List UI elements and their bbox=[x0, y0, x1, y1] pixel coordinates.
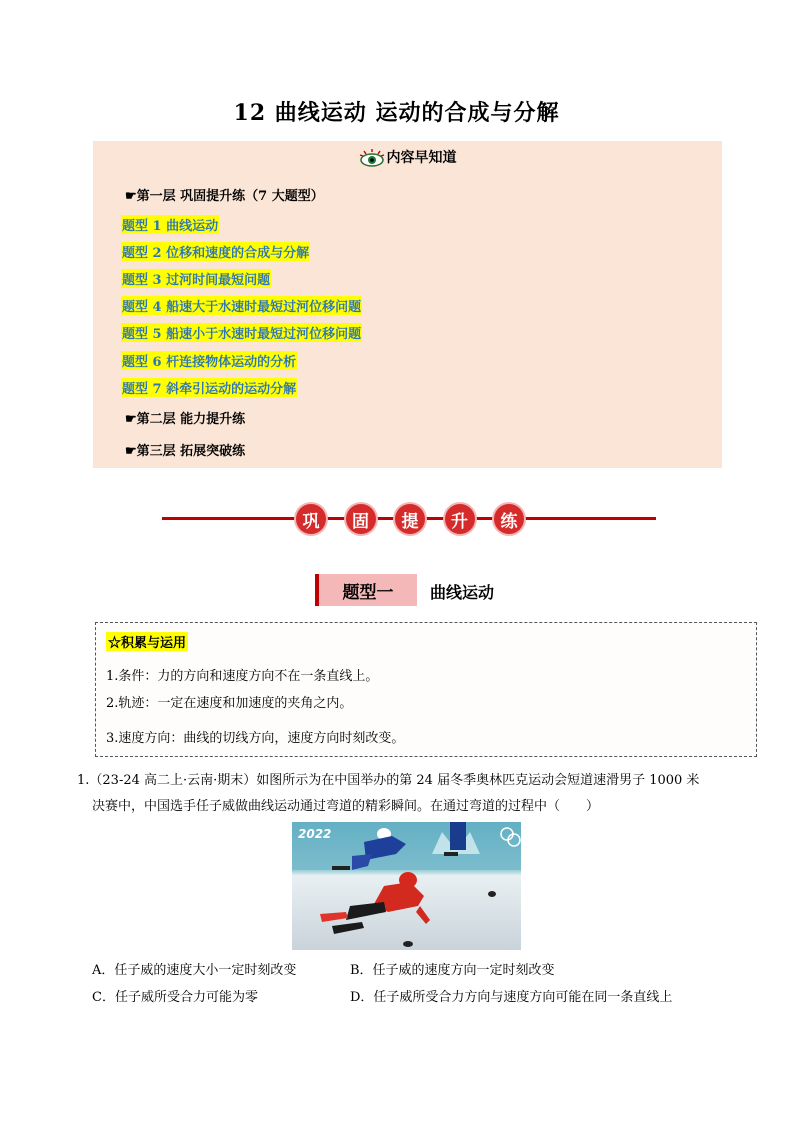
toc-type-4[interactable]: 题型 4 船速大于水速时最短过河位移问题 bbox=[121, 296, 362, 315]
toc-heading bbox=[93, 147, 722, 167]
toc-type-6[interactable]: 题型 6 杆连接物体运动的分析 bbox=[121, 351, 297, 370]
question-text-line-2: 决赛中，中国选手任子威做曲线运动通过弯道的精彩瞬间。在通过弯道的过程中（ ） bbox=[92, 799, 600, 814]
toc-type-3[interactable]: 题型 3 过河时间最短问题 bbox=[121, 269, 271, 288]
banner-char: 固 bbox=[346, 504, 376, 534]
toc-heading-text: 内容早知道 bbox=[386, 150, 457, 166]
toc-layer-2[interactable]: ☛第二层 能力提升练 bbox=[125, 412, 246, 427]
section-banner bbox=[162, 504, 656, 532]
banner-char: 提 bbox=[395, 504, 425, 534]
toc-panel bbox=[93, 141, 722, 468]
option-d[interactable]: D．任子威所受合力方向与速度方向可能在同一条直线上 bbox=[350, 990, 673, 1005]
question-text-line-1: 1.（23-24 高二上·云南·期末）如图所示为在中国举办的第 24 届冬季奥林匹克运动会短道速滑男子 1000 米 bbox=[77, 773, 700, 788]
option-b[interactable]: B．任子威的速度方向一定时刻改变 bbox=[350, 963, 555, 978]
banner-char: 巩 bbox=[296, 504, 326, 534]
section-name: 曲线运动 bbox=[430, 583, 495, 602]
banner-char: 升 bbox=[445, 504, 475, 534]
section-label: 题型一 bbox=[315, 574, 417, 606]
eye-icon bbox=[359, 149, 385, 167]
toc-type-5[interactable]: 题型 5 船速小于水速时最短过河位移问题 bbox=[121, 323, 362, 342]
knowledge-item-3: 3.速度方向：曲线的切线方向，速度方向时刻改变。 bbox=[106, 731, 405, 746]
photo-year-text: 2022 bbox=[298, 827, 332, 841]
page-title: 12 曲线运动 运动的合成与分解 bbox=[233, 100, 560, 126]
toc-type-1[interactable]: 题型 1 曲线运动 bbox=[121, 215, 219, 234]
toc-layer-3[interactable]: ☛第三层 拓展突破练 bbox=[125, 444, 246, 459]
knowledge-heading: ☆积累与运用 bbox=[106, 632, 188, 651]
toc-type-2[interactable]: 题型 2 位移和速度的合成与分解 bbox=[121, 242, 310, 261]
option-c[interactable]: C．任子威所受合力可能为零 bbox=[92, 990, 258, 1005]
banner-char: 练 bbox=[494, 504, 524, 534]
toc-layer-1[interactable]: ☛第一层 巩固提升练（7 大题型） bbox=[125, 189, 324, 204]
speed-skating-photo bbox=[292, 822, 521, 950]
knowledge-item-2: 2.轨迹：一定在速度和加速度的夹角之内。 bbox=[106, 696, 353, 711]
option-a[interactable]: A．任子威的速度大小一定时刻改变 bbox=[92, 963, 297, 978]
knowledge-box bbox=[95, 622, 757, 757]
knowledge-item-1: 1.条件：力的方向和速度方向不在一条直线上。 bbox=[106, 669, 379, 684]
toc-type-7[interactable]: 题型 7 斜牵引运动的运动分解 bbox=[121, 378, 297, 397]
